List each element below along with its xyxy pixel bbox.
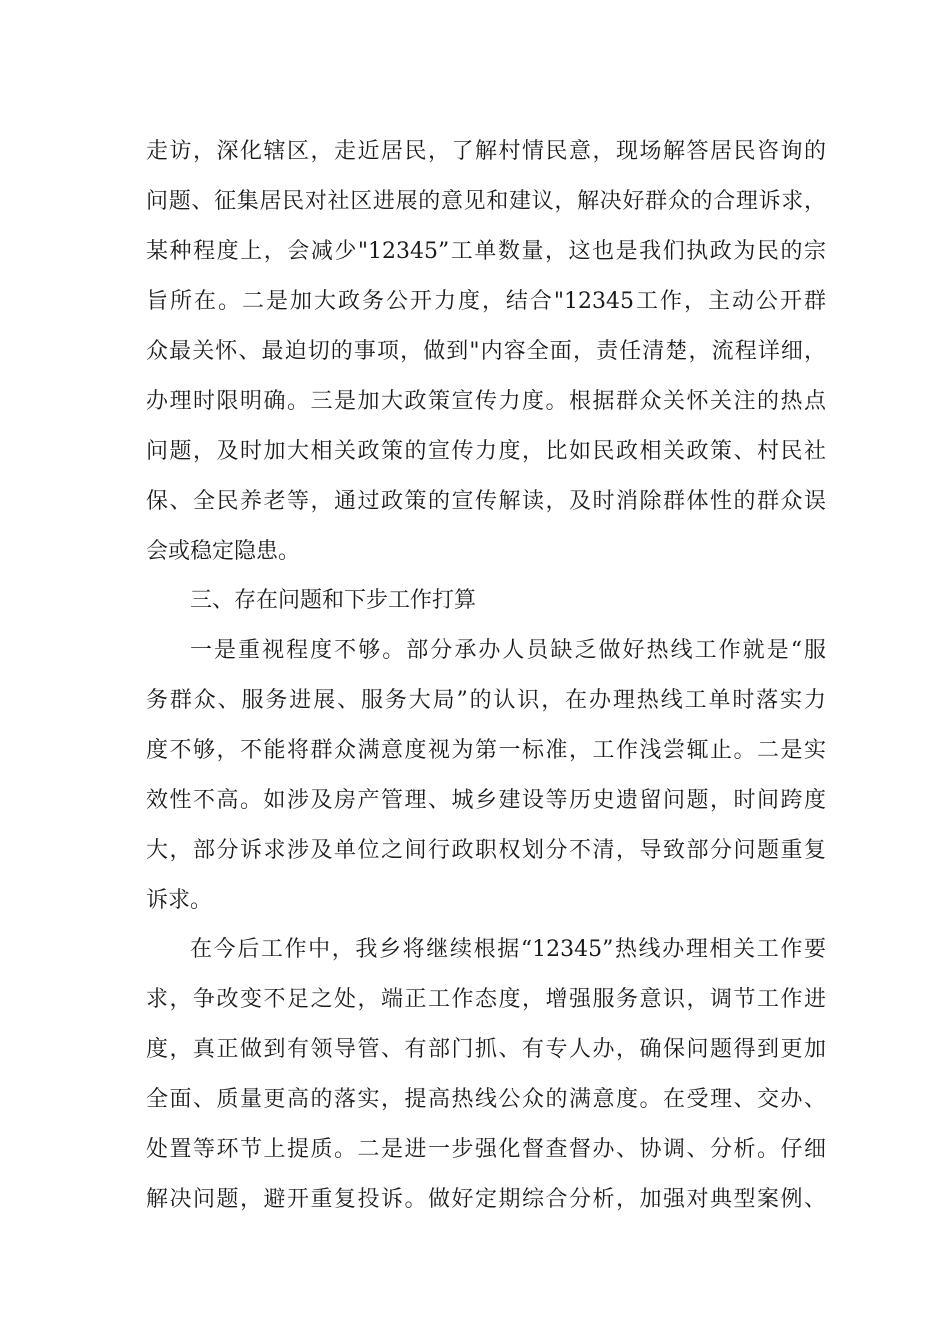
text-line: 会或稳定隐患。 — [146, 539, 301, 564]
text-line: 求，争改变不足之处，端正工作态度，增强服务意识，调节工作进 — [146, 987, 826, 1012]
text-line: 某种程度上，会减少"12345”工单数量，这也是我们执政为民的宗 — [146, 239, 826, 264]
section-heading: 三、存在问题和下步工作打算 — [190, 588, 477, 613]
text-line: 全面、质量更高的落实，提高热线公众的满意度。在受理、交办、 — [146, 1087, 826, 1112]
text-line: 办理时限明确。三是加大政策宣传力度。根据群众关怀关注的热点 — [146, 389, 826, 414]
text-line: 众最关怀、最迫切的事项，做到"内容全面，责任清楚，流程详细， — [146, 339, 826, 364]
text-line: 保、全民养老等，通过政策的宣传解读，及时消除群体性的群众误 — [146, 489, 826, 514]
text-line: 处置等环节上提质。二是进一步强化督查督办、协调、分析。仔细 — [146, 1137, 826, 1162]
text-line: 问题、征集居民对社区进展的意见和建议，解决好群众的合理诉求， — [146, 189, 826, 214]
text-line: 问题，及时加大相关政策的宣传力度，比如民政相关政策、村民社 — [146, 439, 826, 464]
text-line: 度不够，不能将群众满意度视为第一标准，工作浅尝辄止。二是实 — [146, 738, 826, 763]
text-line: 在今后工作中，我乡将继续根据“12345”热线办理相关工作要 — [190, 937, 826, 962]
text-line: 旨所在。二是加大政务公开力度，结合"12345工作，主动公开群 — [146, 289, 826, 314]
text-line: 效性不高。如涉及房产管理、城乡建设等历史遗留问题，时间跨度 — [146, 788, 826, 813]
text-line: 务群众、服务进展、服务大局”的认识，在办理热线工单时落实力 — [146, 688, 826, 713]
text-line: 度，真正做到有领导管、有部门抓、有专人办，确保问题得到更加 — [146, 1037, 826, 1062]
text-line: 解决问题，避开重复投诉。做好定期综合分析，加强对典型案例、 — [146, 1187, 826, 1212]
text-line: 大，部分诉求涉及单位之间行政职权划分不清，导致部分问题重复 — [146, 838, 826, 863]
text-line: 走访，深化辖区，走近居民，了解村情民意，现场解答居民咨询的 — [146, 139, 826, 164]
text-line: 一是重视程度不够。部分承办人员缺乏做好热线工作就是“服 — [190, 638, 826, 663]
text-line: 诉求。 — [146, 888, 213, 913]
